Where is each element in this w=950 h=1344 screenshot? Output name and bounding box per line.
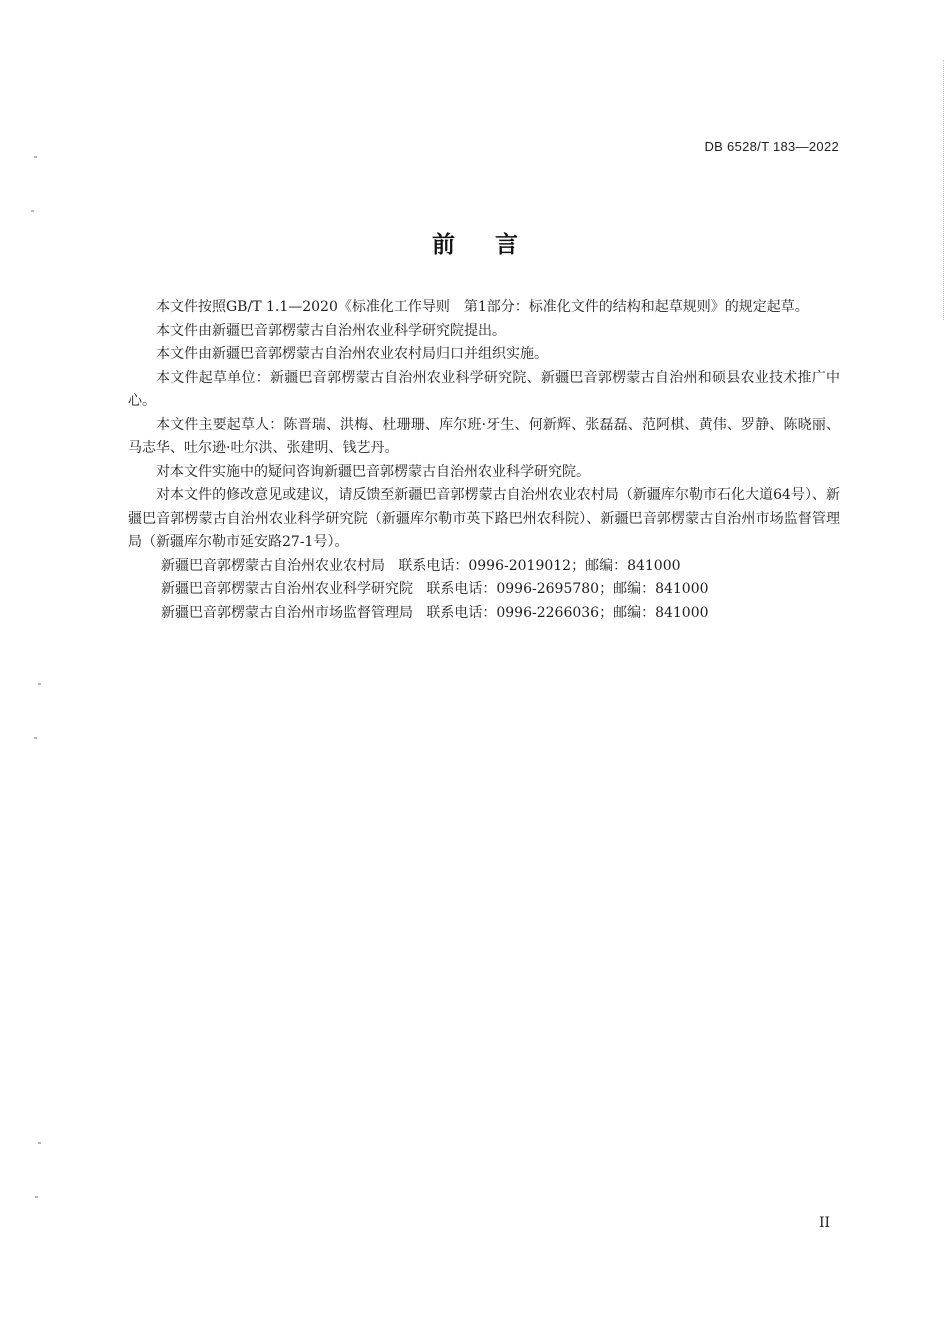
paragraph-drafting-units: 本文件起草单位：新疆巴音郭楞蒙古自治州农业科学研究院、新疆巴音郭楞蒙古自治州和硕县农业技术推广中心。 bbox=[128, 369, 840, 409]
contact-line bbox=[128, 578, 840, 602]
page-title: 前言 bbox=[432, 232, 558, 258]
contact-gap bbox=[385, 558, 398, 574]
contact-org: 新疆巴音郭楞蒙古自治州农业农村局 bbox=[161, 557, 385, 574]
contact-line bbox=[128, 555, 840, 579]
scan-speck bbox=[31, 210, 34, 212]
contact-phone: 联系电话：0996-2695780；邮编：841000 bbox=[426, 581, 709, 597]
scan-edge-artifact bbox=[942, 60, 944, 320]
standard-code: DB 6528/T 183—2022 bbox=[704, 139, 839, 154]
paragraph-drafters: 本文件主要起草人：陈晋瑞、洪梅、杜珊珊、库尔班·牙生、何新辉、张磊磊、范阿棋、黄伟、罗静、陈晓丽、马志华、吐尔逊·吐尔洪、张建明、钱艺丹。 bbox=[128, 416, 840, 456]
page-number: II bbox=[818, 1215, 830, 1231]
paragraph-feedback: 对本文件的修改意见或建议，请反馈至新疆巴音郭楞蒙古自治州农业农村局（新疆库尔勒市石化大道64号）、新疆巴音郭楞蒙古自治州农业科学研究院（新疆库尔勒市英下路巴州农科院）、新疆巴音郭楞蒙古自治州市场监督管理局（新疆库尔勒市延安路27-1号）。 bbox=[128, 487, 840, 550]
contact-gap bbox=[413, 605, 426, 621]
contact-phone: 联系电话：0996-2266036；邮编：841000 bbox=[426, 604, 709, 621]
scan-speck bbox=[34, 156, 37, 158]
contact-phone: 联系电话：0996-2019012；邮编：841000 bbox=[398, 557, 681, 574]
paragraph-proposer: 本文件由新疆巴音郭楞蒙古自治州农业科学研究院提出。 bbox=[156, 322, 506, 339]
paragraph-inquiry: 对本文件实施中的疑问咨询新疆巴音郭楞蒙古自治州农业科学研究院。 bbox=[156, 463, 590, 480]
paragraph-administrator: 本文件由新疆巴音郭楞蒙古自治州农业农村局归口并组织实施。 bbox=[156, 346, 548, 362]
contact-gap bbox=[413, 581, 426, 597]
scan-speck bbox=[38, 683, 41, 685]
contact-line bbox=[128, 602, 840, 626]
scan-speck bbox=[35, 1196, 38, 1198]
contact-org: 新疆巴音郭楞蒙古自治州农业科学研究院 bbox=[161, 581, 413, 597]
scan-speck bbox=[34, 737, 37, 739]
contact-org: 新疆巴音郭楞蒙古自治州市场监督管理局 bbox=[161, 604, 413, 621]
scan-speck bbox=[38, 1142, 41, 1144]
paragraph-drafting-rules: 本文件按照GB/T 1.1—2020《标准化工作导则 第1部分：标准化文件的结构和起草规则》的规定起草。 bbox=[156, 299, 809, 315]
foreword-body bbox=[128, 296, 840, 625]
